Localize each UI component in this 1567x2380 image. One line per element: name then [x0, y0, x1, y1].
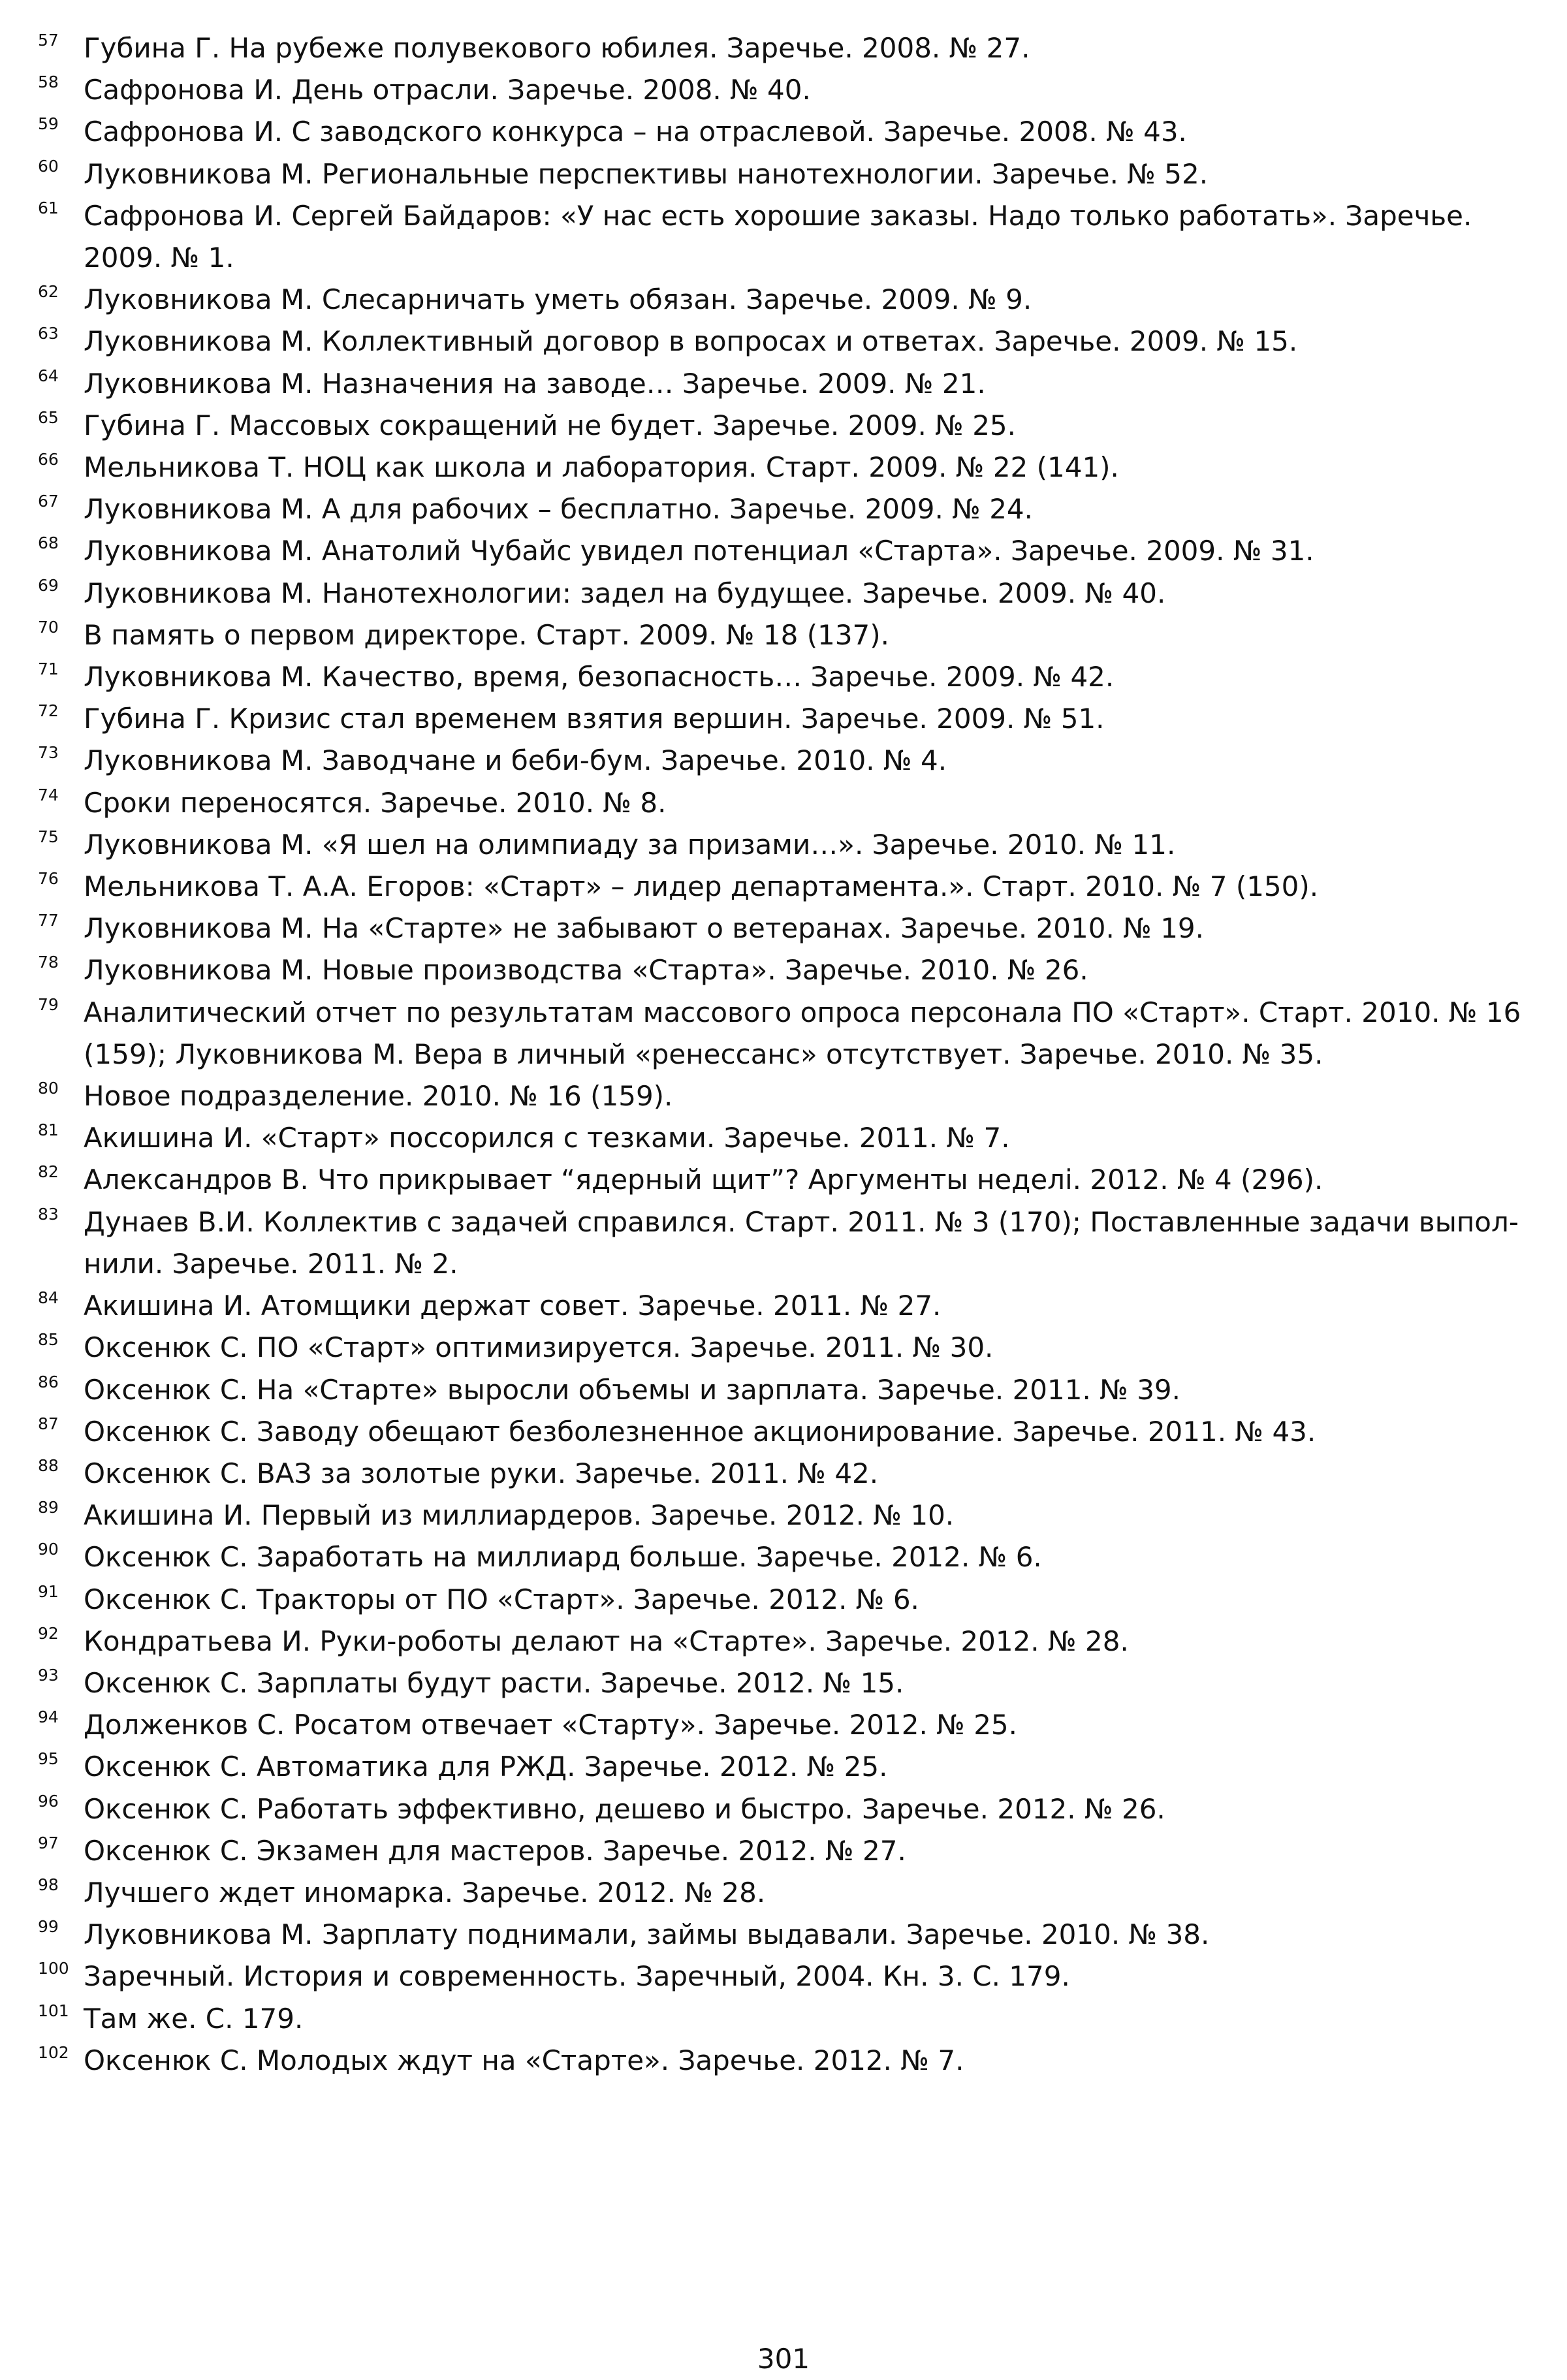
- footnote-number: 67: [38, 492, 59, 511]
- footnote-75: [38, 824, 1540, 866]
- footnote-57: [38, 27, 1540, 69]
- footnote-text: Акишина И. «Старт» поссорился с тезками. Заречье. 2011. № 7.: [84, 1122, 1010, 1154]
- footnote-number: 70: [38, 617, 59, 637]
- footnote-60: [38, 153, 1540, 195]
- footnote-text: Лучшего ждет иномарка. Заречье. 2012. № 28.: [84, 1876, 766, 1909]
- footnote-80: [38, 1075, 1540, 1117]
- footnote-64: [38, 363, 1540, 405]
- footnote-number: 60: [38, 156, 59, 176]
- footnote-text: Александров В. Что прикрывает “ядерный щит”? Аргументы неделі. 2012. № 4 (296).: [84, 1164, 1323, 1196]
- footnote-67: [38, 488, 1540, 530]
- footnote-number: 96: [38, 1791, 59, 1811]
- footnote-text: Долженков С. Росатом отвечает «Старту». Заречье. 2012. № 25.: [84, 1709, 1017, 1741]
- footnote-number: 92: [38, 1623, 59, 1643]
- footnote-number: 82: [38, 1162, 59, 1182]
- footnote-number: 101: [38, 2001, 69, 2020]
- footnotes-list: [38, 27, 1540, 2082]
- footnote-66: [38, 447, 1540, 488]
- footnote-text: Луковникова М. Качество, время, безопасность… Заречье. 2009. № 42.: [84, 661, 1115, 693]
- footnote-78: [38, 949, 1540, 991]
- footnote-number: 85: [38, 1330, 59, 1350]
- footnote-94: [38, 1704, 1540, 1746]
- footnote-86: [38, 1369, 1540, 1411]
- footnote-text: Луковникова М. «Я шел на олимпиаду за призами…». Заречье. 2010. № 11.: [84, 828, 1176, 861]
- footnote-number: 90: [38, 1540, 59, 1559]
- footnote-text: Губина Г. Кризис стал временем взятия вершин. Заречье. 2009. № 51.: [84, 703, 1105, 735]
- footnote-89: [38, 1495, 1540, 1536]
- footnote-71: [38, 656, 1540, 698]
- footnote-text: Оксенюк С. ПО «Старт» оптимизируется. Заречье. 2011. № 30.: [84, 1331, 994, 1364]
- footnote-number: 76: [38, 869, 59, 889]
- footnote-text: Новое подразделение. 2010. № 16 (159).: [84, 1080, 673, 1113]
- footnote-96: [38, 1788, 1540, 1830]
- footnote-text: Луковникова М. Зарплату поднимали, займы выдавали. Заречье. 2010. № 38.: [84, 1918, 1210, 1951]
- footnote-92: [38, 1621, 1540, 1662]
- footnote-87: [38, 1411, 1540, 1453]
- footnote-text: Мельникова Т. А.А. Егоров: «Старт» – лидер департамента.». Старт. 2010. № 7 (150).: [84, 870, 1319, 903]
- footnote-text: Оксенюк С. Заработать на миллиард больше. Заречье. 2012. № 6.: [84, 1541, 1042, 1574]
- footnote-100: [38, 1956, 1540, 1997]
- footnote-90: [38, 1536, 1540, 1578]
- footnote-text: Акишина И. Атомщики держат совет. Заречье. 2011. № 27.: [84, 1290, 942, 1322]
- footnote-number: 68: [38, 533, 59, 553]
- footnote-number: 63: [38, 324, 59, 343]
- footnote-number: 81: [38, 1120, 59, 1140]
- footnote-number: 62: [38, 282, 59, 302]
- footnote-number: 86: [38, 1372, 59, 1391]
- footnote-97: [38, 1830, 1540, 1872]
- footnote-61: [38, 195, 1540, 279]
- footnote-text: Там же. С. 179.: [84, 2002, 304, 2035]
- footnote-number: 72: [38, 701, 59, 721]
- footnote-number: 71: [38, 659, 59, 679]
- footnote-text: Луковникова М. Региональные перспективы нанотехнологии. Заречье. № 52.: [84, 157, 1209, 190]
- footnote-number: 77: [38, 911, 59, 930]
- footnote-text: Луковникова М. Нанотехнологии: задел на будущее. Заречье. 2009. № 40.: [84, 577, 1166, 609]
- footnote-text: Луковникова М. На «Старте» не забывают о ветеранах. Заречье. 2010. № 19.: [84, 912, 1204, 945]
- footnote-number: 80: [38, 1079, 59, 1098]
- footnote-102: [38, 2040, 1540, 2082]
- footnote-text: Сафронова И. Сергей Байдаров: «У нас есть хорошие заказы. Надо только работать». Заречье. 2009. № 1.: [84, 199, 1472, 274]
- footnote-98: [38, 1872, 1540, 1914]
- footnote-62: [38, 279, 1540, 321]
- footnote-73: [38, 740, 1540, 782]
- footnote-number: 69: [38, 575, 59, 595]
- footnote-79: [38, 992, 1540, 1075]
- footnote-number: 89: [38, 1498, 59, 1517]
- footnote-text: Оксенюк С. Экзамен для мастеров. Заречье. 2012. № 27.: [84, 1834, 906, 1867]
- footnote-58: [38, 69, 1540, 111]
- footnote-number: 94: [38, 1707, 59, 1727]
- footnote-text: Луковникова М. Назначения на заводе… Заречье. 2009. № 21.: [84, 367, 986, 400]
- footnote-82: [38, 1159, 1540, 1201]
- footnote-text: Аналитический отчет по результатам массового опроса персонала ПО «Старт». Старт. 2010. № 16 (159); Луковникова М. Вера в личный «ренессанс» отсутствует. Заречье. 2010. № 35.: [84, 996, 1521, 1070]
- footnote-number: 79: [38, 994, 59, 1014]
- footnote-number: 98: [38, 1875, 59, 1894]
- footnote-text: Сафронова И. День отрасли. Заречье. 2008. № 40.: [84, 74, 811, 106]
- footnote-91: [38, 1579, 1540, 1621]
- footnote-text: Оксенюк С. На «Старте» выросли объемы и зарплата. Заречье. 2011. № 39.: [84, 1373, 1180, 1406]
- footnote-number: 91: [38, 1581, 59, 1601]
- footnote-number: 74: [38, 785, 59, 804]
- footnote-65: [38, 405, 1540, 447]
- footnote-number: 100: [38, 1959, 69, 1978]
- footnote-text: Сафронова И. С заводского конкурса – на отраслевой. Заречье. 2008. № 43.: [84, 116, 1187, 148]
- footnote-number: 57: [38, 31, 59, 50]
- footnote-number: 61: [38, 198, 59, 217]
- footnote-text: Оксенюк С. ВАЗ за золотые руки. Заречье. 2011. № 42.: [84, 1457, 879, 1489]
- footnote-text: Луковникова М. Коллективный договор в вопросах и ответах. Заречье. 2009. № 15.: [84, 325, 1298, 358]
- footnote-number: 102: [38, 2042, 69, 2062]
- footnote-number: 95: [38, 1749, 59, 1769]
- footnote-text: Дунаев В.И. Коллектив с задачей справился. Старт. 2011. № 3 (170); Поставленные задачи выпол-нили. Заречье. 2011. № 2.: [84, 1205, 1519, 1280]
- footnote-number: 66: [38, 450, 59, 469]
- footnote-84: [38, 1285, 1540, 1327]
- footnote-text: Оксенюк С. Работать эффективно, дешево и быстро. Заречье. 2012. № 26.: [84, 1792, 1165, 1825]
- footnote-text: Губина Г. Массовых сокращений не будет. Заречье. 2009. № 25.: [84, 409, 1016, 441]
- footnote-69: [38, 573, 1540, 614]
- footnote-72: [38, 698, 1540, 740]
- footnote-59: [38, 111, 1540, 153]
- footnote-101: [38, 1998, 1540, 2040]
- footnote-number: 78: [38, 953, 59, 972]
- footnote-number: 97: [38, 1833, 59, 1852]
- footnote-number: 83: [38, 1204, 59, 1224]
- footnote-68: [38, 530, 1540, 572]
- footnote-70: [38, 614, 1540, 656]
- footnote-text: Сроки переносятся. Заречье. 2010. № 8.: [84, 786, 667, 819]
- footnote-number: 99: [38, 1917, 59, 1937]
- footnote-number: 59: [38, 114, 59, 134]
- footnote-85: [38, 1327, 1540, 1369]
- footnote-number: 73: [38, 743, 59, 763]
- footnote-text: Луковникова М. Новые производства «Старта». Заречье. 2010. № 26.: [84, 954, 1088, 987]
- footnote-text: Оксенюк С. Заводу обещают безболезненное акционирование. Заречье. 2011. № 43.: [84, 1415, 1316, 1448]
- footnote-text: Оксенюк С. Автоматика для РЖД. Заречье. 2012. № 25.: [84, 1751, 888, 1783]
- footnote-81: [38, 1117, 1540, 1159]
- footnote-number: 84: [38, 1288, 59, 1308]
- footnote-83: [38, 1201, 1540, 1285]
- footnote-text: Луковникова М. А для рабочих – бесплатно. Заречье. 2009. № 24.: [84, 493, 1033, 526]
- footnote-text: Кондратьева И. Руки-роботы делают на «Старте». Заречье. 2012. № 28.: [84, 1625, 1129, 1657]
- footnote-text: В память о первом директоре. Старт. 2009. № 18 (137).: [84, 618, 889, 651]
- footnote-77: [38, 908, 1540, 949]
- footnote-number: 75: [38, 827, 59, 846]
- footnote-text: Оксенюк С. Тракторы от ПО «Старт». Заречье. 2012. № 6.: [84, 1583, 919, 1615]
- footnote-93: [38, 1662, 1540, 1704]
- footnote-74: [38, 782, 1540, 824]
- footnote-number: 58: [38, 72, 59, 92]
- footnote-text: Луковникова М. Слесарничать уметь обязан. Заречье. 2009. № 9.: [84, 283, 1032, 316]
- footnote-text: Заречный. История и современность. Заречный, 2004. Кн. 3. С. 179.: [84, 1960, 1070, 1993]
- footnote-text: Луковникова М. Заводчане и беби-бум. Заречье. 2010. № 4.: [84, 744, 947, 777]
- footnote-63: [38, 321, 1540, 362]
- footnote-number: 65: [38, 407, 59, 427]
- footnote-76: [38, 866, 1540, 908]
- footnote-number: 88: [38, 1455, 59, 1475]
- footnote-text: Оксенюк С. Зарплаты будут расти. Заречье. 2012. № 15.: [84, 1666, 904, 1699]
- footnote-text: Мельникова Т. НОЦ как школа и лаборатория. Старт. 2009. № 22 (141).: [84, 451, 1119, 484]
- footnote-number: 93: [38, 1665, 59, 1685]
- footnote-88: [38, 1453, 1540, 1495]
- footnote-text: Луковникова М. Анатолий Чубайс увидел потенциал «Старта». Заречье. 2009. № 31.: [84, 535, 1314, 567]
- footnote-95: [38, 1746, 1540, 1788]
- page-number: 301: [757, 2343, 810, 2375]
- footnote-text: Оксенюк С. Молодых ждут на «Старте». Заречье. 2012. № 7.: [84, 2044, 964, 2076]
- footnote-text: Губина Г. На рубеже полувекового юбилея. Заречье. 2008. № 27.: [84, 32, 1030, 64]
- footnote-number: 64: [38, 366, 59, 385]
- footnote-number: 87: [38, 1414, 59, 1433]
- footnote-99: [38, 1914, 1540, 1956]
- footnote-text: Акишина И. Первый из миллиардеров. Заречье. 2012. № 10.: [84, 1499, 955, 1532]
